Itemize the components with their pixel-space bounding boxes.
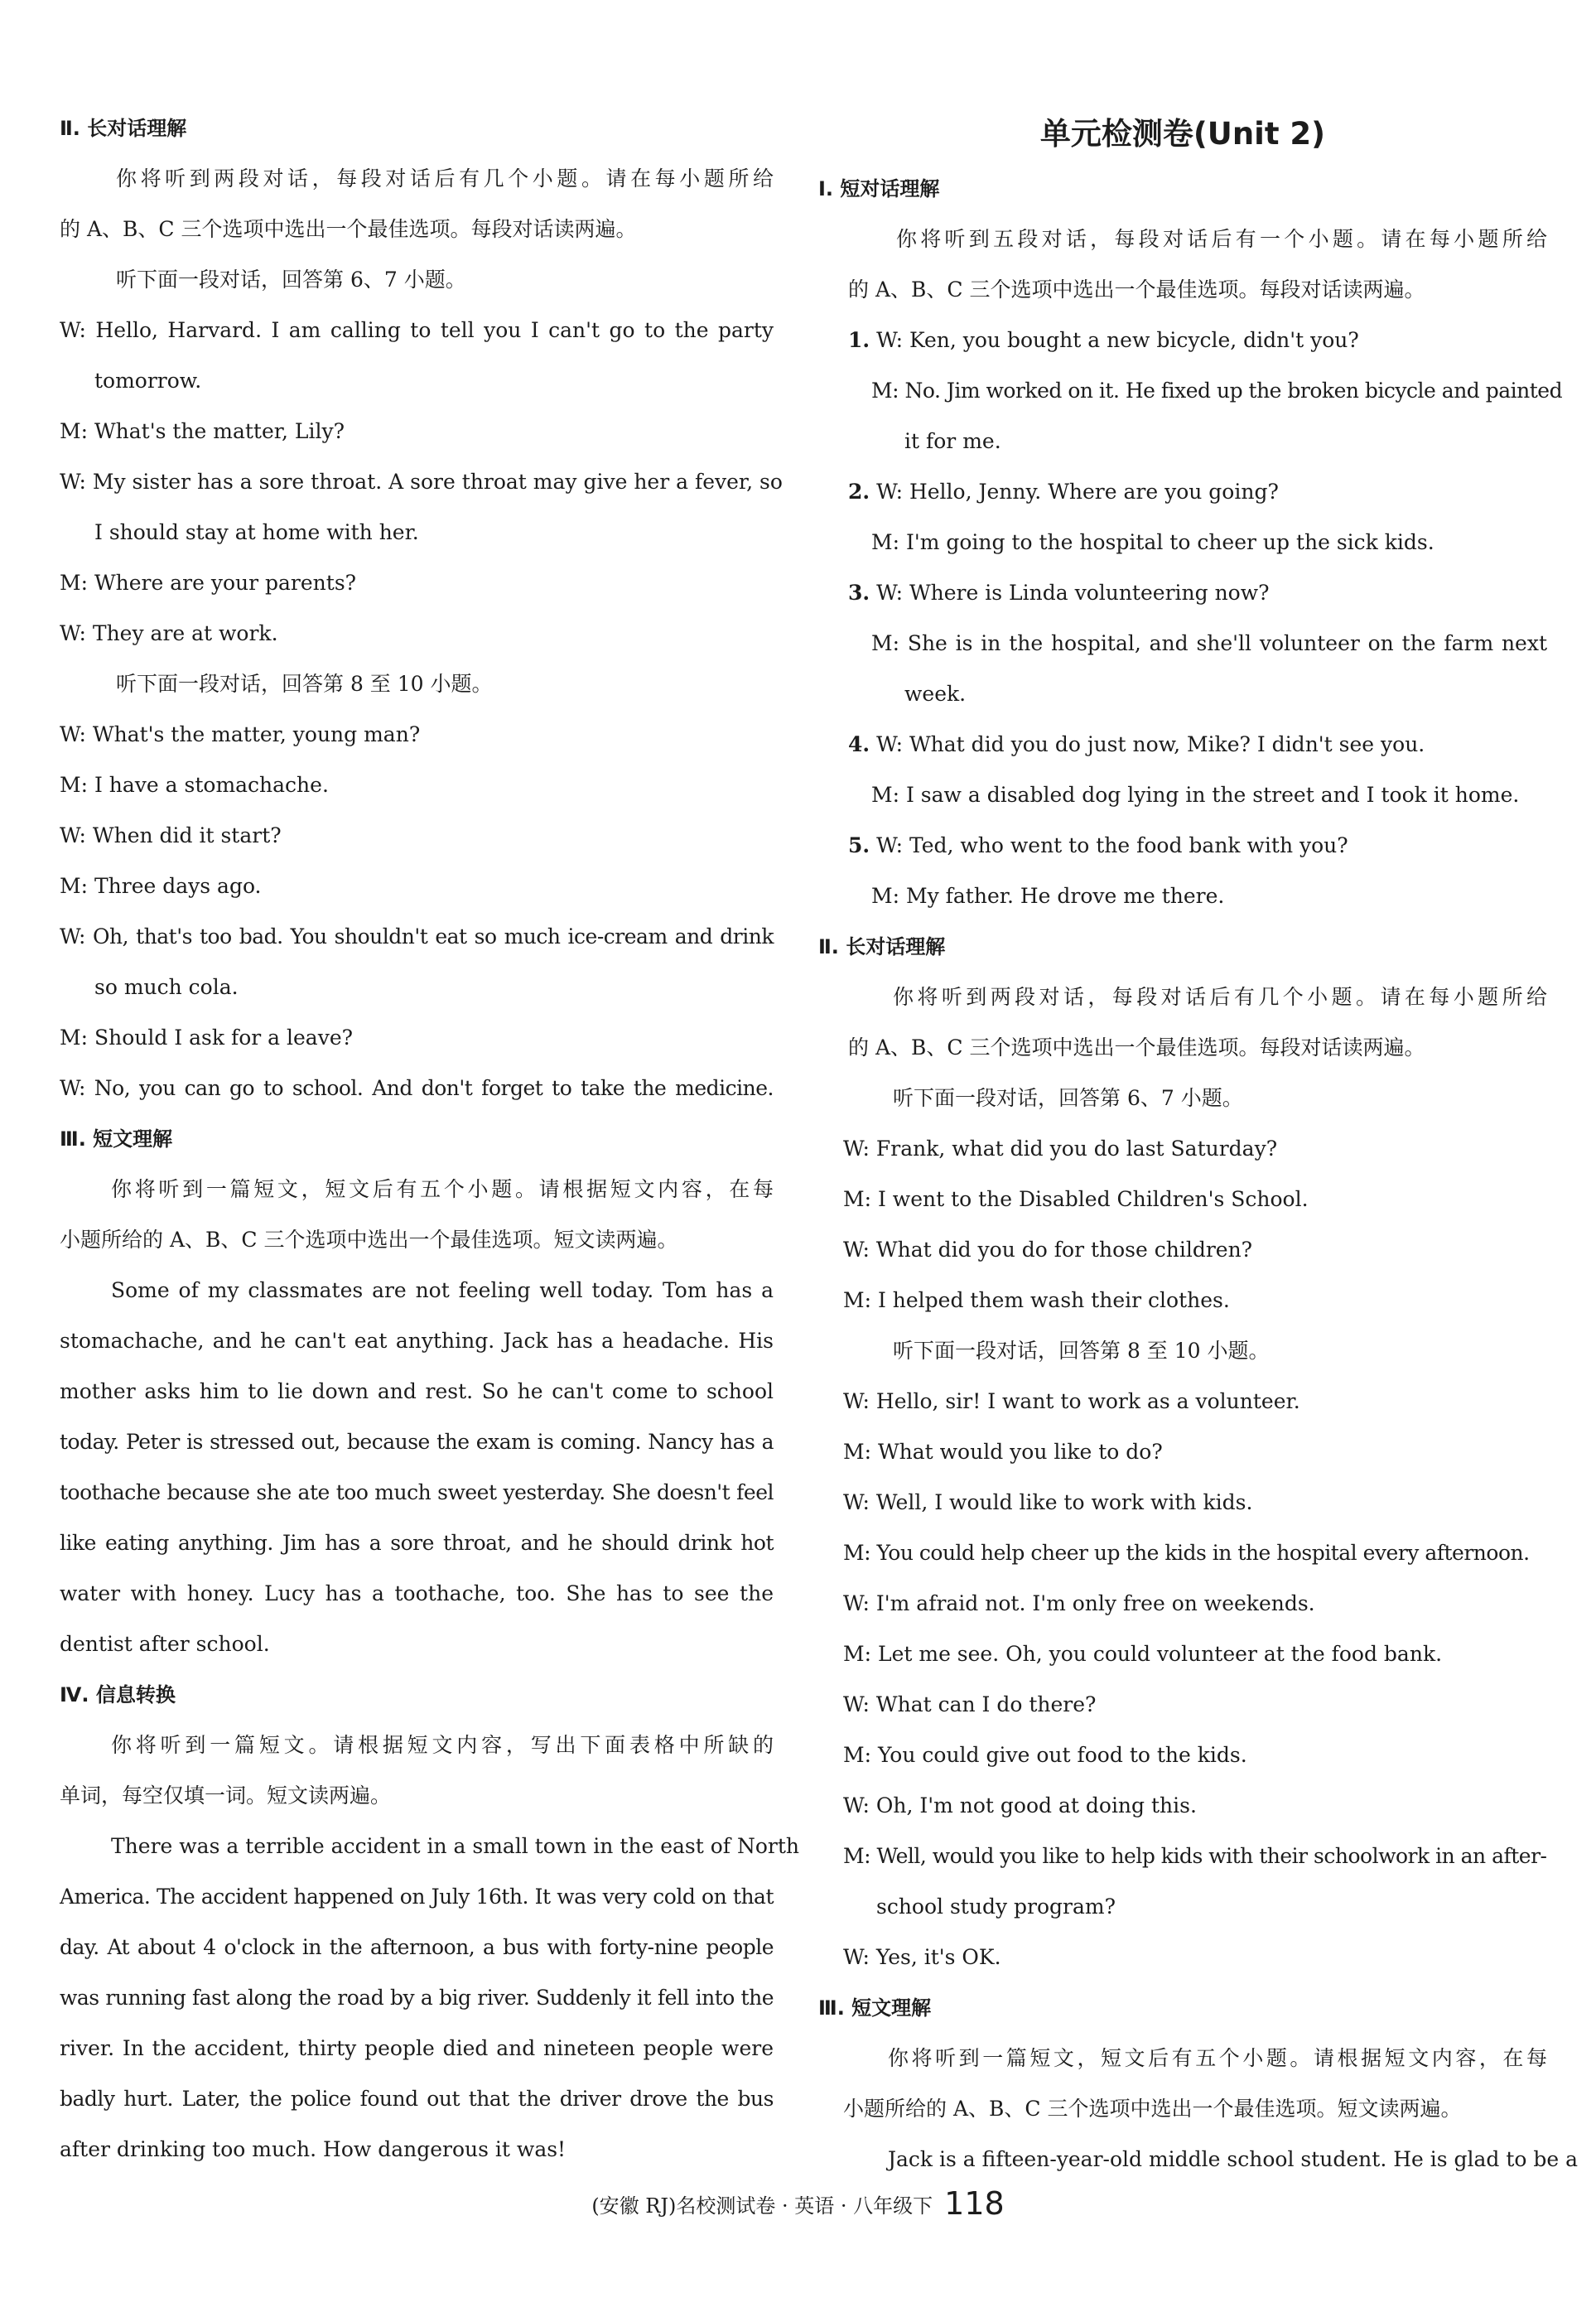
passage-line: after drinking too much. How dangerous it was! [60, 2137, 567, 2161]
passage-line: toothache because she ate too much sweet yesterday. She doesn't feel [60, 1480, 774, 1504]
dialog-line: W: Oh, I'm not good at doing this. [843, 1793, 1197, 1817]
dialog-line: so much cola. [94, 975, 239, 999]
dialog-line: M: I have a stomachache. [60, 773, 329, 797]
dialog-line: W: Hello, sir! I want to work as a volunteer. [843, 1389, 1300, 1413]
dialog-item [848, 823, 1547, 869]
passage-line: dentist after school. [60, 1632, 270, 1656]
passage-line: today. Peter is stressed out, because the exam is coming. Nancy has a [60, 1430, 774, 1454]
section-instruction: 你将听到五段对话，每段对话后有一个小题。请在每小题所给 [896, 227, 1547, 251]
section-instruction: 小题所给的 A、B、C 三个选项中选出一个最佳选项。短文读两遍。 [60, 1228, 678, 1252]
passage-line: Some of my classmates are not feeling well today. Tom has a [111, 1278, 774, 1302]
dialog-line: M: I went to the Disabled Children's School. [843, 1187, 1309, 1211]
dialog-line: W: What did you do just now, Mike? I didn't see you. [876, 732, 1425, 756]
question-number: 1. [848, 328, 870, 352]
dialog-item [848, 570, 1547, 616]
passage-line: water with honey. Lucy has a toothache, too. She has to see the [60, 1581, 774, 1605]
passage-line: day. At about 4 o'clock in the afternoon, a bus with forty-nine people [60, 1935, 774, 1959]
passage-line: river. In the accident, thirty people died and nineteen people were [60, 2036, 774, 2060]
passage-line: There was a terrible accident in a small town in the east of North [111, 1834, 800, 1858]
section-heading: Ⅲ. 短文理解 [818, 1996, 932, 2020]
dialog-line: school study program? [876, 1895, 1116, 1919]
dialog-line: it for me. [904, 429, 1001, 453]
dialog-line: M: Where are your parents? [60, 571, 357, 595]
section-instruction: 你将听到一篇短文，短文后有五个小题。请根据短文内容，在每 [888, 2046, 1547, 2070]
dialog-line: M: She is in the hospital, and she'll volunteer on the farm next [871, 631, 1547, 655]
passage-line: mother asks him to lie down and rest. So he can't come to school [60, 1379, 774, 1403]
section-heading: Ⅱ. 长对话理解 [818, 935, 946, 958]
dialog-line: W: What's the matter, young man? [60, 722, 421, 746]
dialog-line: I should stay at home with her. [94, 520, 419, 544]
passage-line: like eating anything. Jim has a sore throat, and he should drink hot [60, 1531, 774, 1555]
passage-line: stomachache, and he can't eat anything. Jack has a headache. His [60, 1329, 774, 1353]
dialog-line: M: Let me see. Oh, you could volunteer at the food bank. [843, 1642, 1443, 1666]
question-number: 5. [848, 833, 870, 857]
section-instruction: 你将听到两段对话，每段对话后有几个小题。请在每小题所给 [116, 167, 774, 191]
dialog-line: W: Where is Linda volunteering now? [876, 581, 1270, 605]
footer-text: (安徽 RJ)名校测试卷 · 英语 · 八年级下 [591, 2194, 933, 2218]
dialog-line: W: My sister has a sore throat. A sore throat may give her a fever, so [60, 470, 783, 494]
dialog-intro: 听下面一段对话，回答第 6、7 小题。 [893, 1086, 1243, 1110]
dialog-line: W: I'm afraid not. I'm only free on weekends. [843, 1591, 1315, 1615]
section-heading: Ⅲ. 短文理解 [60, 1127, 173, 1151]
section-heading: Ⅳ. 信息转换 [60, 1683, 176, 1706]
dialog-line: tomorrow. [94, 369, 202, 393]
dialog-line: W: Hello, Harvard. I am calling to tell you I can't go to the party [60, 318, 774, 342]
dialog-line: W: Hello, Jenny. Where are you going? [876, 480, 1279, 504]
section-instruction: 的 A、B、C 三个选项中选出一个最佳选项。每段对话读两遍。 [848, 1035, 1425, 1060]
dialog-line: M: I helped them wash their clothes. [843, 1288, 1230, 1312]
dialog-line: W: What can I do there? [843, 1692, 1097, 1716]
passage-line: badly hurt. Later, the police found out that the driver drove the bus [60, 2087, 774, 2111]
dialog-line: W: Ken, you bought a new bicycle, didn't you? [876, 328, 1359, 352]
question-number: 4. [848, 732, 870, 756]
section-instruction: 的 A、B、C 三个选项中选出一个最佳选项。每段对话读两遍。 [848, 278, 1425, 302]
dialog-line: M: What's the matter, Lily? [60, 419, 345, 443]
section-heading: Ⅱ. 长对话理解 [60, 117, 187, 140]
dialog-line: W: Well, I would like to work with kids. [843, 1490, 1253, 1514]
section-instruction: 的 A、B、C 三个选项中选出一个最佳选项。每段对话读两遍。 [60, 217, 637, 241]
dialog-intro: 听下面一段对话，回答第 8 至 10 小题。 [893, 1339, 1270, 1363]
section-instruction: 你将听到两段对话，每段对话后有几个小题。请在每小题所给 [893, 985, 1547, 1009]
dialog-line: M: Three days ago. [60, 874, 262, 898]
dialog-item [848, 469, 1547, 515]
passage-line: America. The accident happened on July 16th. It was very cold on that [60, 1885, 774, 1909]
page-number: 118 [944, 2185, 1005, 2222]
dialog-line: M: I saw a disabled dog lying in the street and I took it home. [871, 783, 1520, 807]
section-heading: Ⅰ. 短对话理解 [818, 177, 940, 200]
dialog-line: W: Yes, it's OK. [843, 1945, 1001, 1969]
dialog-line: W: What did you do for those children? [843, 1238, 1253, 1262]
section-instruction: 你将听到一篇短文，短文后有五个小题。请根据短文内容，在每 [111, 1177, 774, 1201]
passage-line: Jack is a fifteen-year-old middle school student. He is glad to be a [888, 2147, 1579, 2171]
dialog-line: M: My father. He drove me there. [871, 884, 1225, 908]
dialog-line: M: No. Jim worked on it. He fixed up the broken bicycle and painted [871, 379, 1563, 403]
section-instruction: 小题所给的 A、B、C 三个选项中选出一个最佳选项。短文读两遍。 [843, 2097, 1462, 2121]
question-number: 2. [848, 480, 870, 504]
section-instruction: 单词，每空仅填一词。短文读两遍。 [60, 1784, 392, 1808]
dialog-item [848, 722, 1547, 768]
dialog-item [848, 317, 1547, 364]
question-number: 3. [848, 581, 870, 605]
dialog-intro: 听下面一段对话，回答第 8 至 10 小题。 [116, 672, 493, 696]
dialog-line: M: I'm going to the hospital to cheer up the sick kids. [871, 530, 1434, 554]
dialog-line: W: They are at work. [60, 621, 278, 645]
dialog-line: M: Well, would you like to help kids with their schoolwork in an after- [843, 1844, 1547, 1868]
dialog-line: W: When did it start? [60, 823, 282, 847]
page-footer [0, 2179, 1596, 2228]
dialog-line: M: You could give out food to the kids. [843, 1743, 1247, 1767]
section-instruction: 你将听到一篇短文。请根据短文内容，写出下面表格中所缺的 [111, 1733, 774, 1757]
passage-line: was running fast along the road by a big river. Suddenly it fell into the [60, 1986, 774, 2010]
dialog-line: week. [904, 682, 967, 706]
dialog-line: W: Oh, that's too bad. You shouldn't eat so much ice-cream and drink [60, 924, 774, 949]
dialog-line: W: Frank, what did you do last Saturday? [843, 1137, 1278, 1161]
dialog-line: W: Ted, who went to the food bank with you? [876, 833, 1348, 857]
page-title: 单元检测卷(Unit 2) [1039, 116, 1326, 152]
dialog-intro: 听下面一段对话，回答第 6、7 小题。 [116, 268, 466, 292]
dialog-line: M: You could help cheer up the kids in the hospital every afternoon. [843, 1541, 1530, 1565]
dialog-line: W: No, you can go to school. And don't forget to take the medicine. [60, 1076, 774, 1100]
dialog-line: M: Should I ask for a leave? [60, 1026, 354, 1050]
dialog-line: M: What would you like to do? [843, 1440, 1163, 1464]
